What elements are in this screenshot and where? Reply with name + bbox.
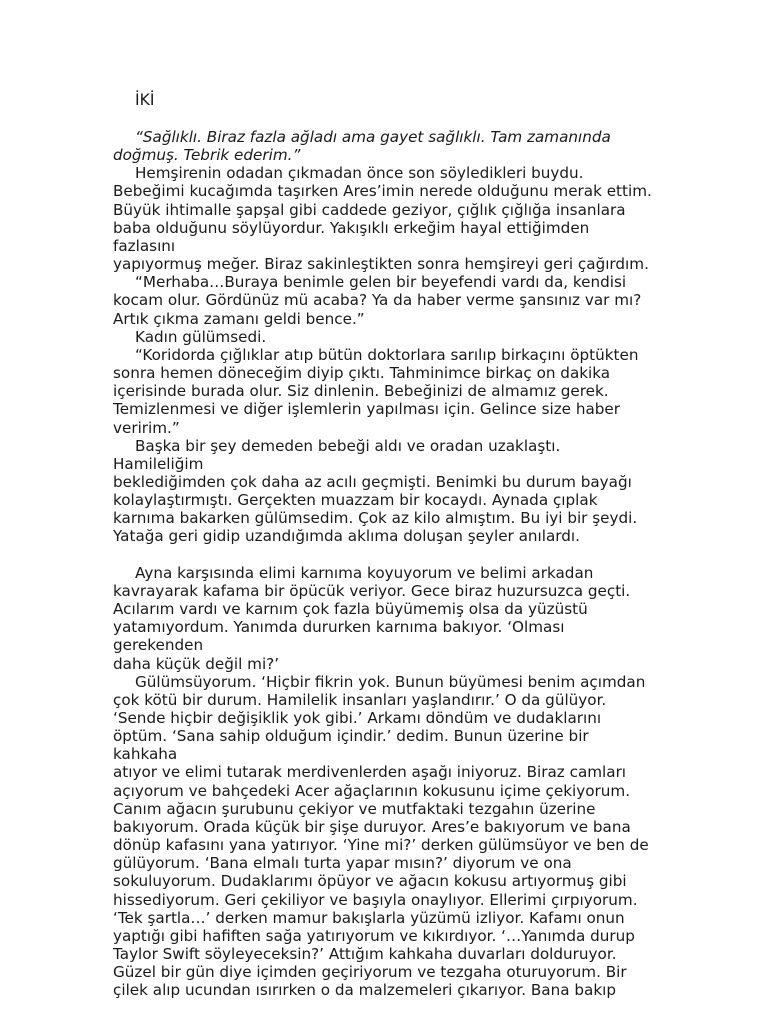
paragraph-3: “Merhaba…Buraya benimle gelen bir beyefendi vardı da, kendisi kocam olur. Gördünüz mü acaba? Ya da haber verme şansınız var mı? Artık çıkma zamanı geldi bence.”	[113, 273, 642, 328]
paragraph-6: Başka bir şey demeden bebeği aldı ve oradan uzaklaştı. Hamileliğim beklediğimden çok daha az acılı geçmişti. Benimki bu durum bayağı kolaylaştırmıştı. Gerçekten muazzam bir kocaydı. Aynada çıplak karnıma bakarken gülümsedim. Çok az kilo almıştım. Bu iyi bir şeydi. Yatağa geri gidip uzandığımda aklıma doluşan şeyler anılardı.	[113, 436, 638, 546]
body-text	[113, 128, 655, 999]
paragraph-1: “Sağlıklı. Biraz fazla ağladı ama gayet sağlıklı. Tam zamanında doğmuş. Tebrik ederim.”	[113, 128, 611, 165]
paragraph-8: Gülümsüyorum. ‘Hiçbir fikrin yok. Bunun büyümesi benim açımdan çok kötü bir durum. Hamilelik insanları yaşlandırır.’ O da gülüyor. ‘Sende hiçbir değişiklik yok gibi.’ Arkamı döndüm ve dudaklarını öptüm. ‘Sana sahip olduğum içindir.’ dedim. Bunun üzerine bir kahkaha atıyor ve elimi tutarak merdivenlerden aşağı iniyoruz. Biraz camları açıyorum ve bahçedeki Acer ağaçlarının kokusunu içime çekiyorum. Canım ağacın şurubunu çekiyor ve mutfaktaki tezgahın üzerine bakıyorum. Orada küçük bir şişe duruyor. Ares’e bakıyorum ve bana dönüp kafasını yana yatırıyor. ‘Yine mi?’ derken gülümsüyor ve ben de gülüyorum. ‘Bana elmalı turta yapar mısın?’ diyorum ve ona sokuluyorum. Dudaklarımı öpüyor ve ağacın kokusu artıyormuş gibi hissediyorum. Geri çekiliyor ve başıyla onaylıyor. Ellerimi çırpıyorum. ‘Tek şartla…’ derken mamur bakışlarla yüzümü izliyor. Kafamı onun yaptığı gibi hafiften sağa yatırıyorum ve kıkırdıyor. ‘…Yanımda durup Taylor Swift söyleyeceksin?’ Attığım kahkaha duvarları dolduruyor. Güzel bir gün diye içimden geçiriyorum ve tezgaha oturuyorum. Bir çilek alıp ucundan ısırırken o da malzemeleri çıkarıyor. Bana bakıp	[113, 672, 649, 1000]
paragraph-2: Hemşirenin odadan çıkmadan önce son söyledikleri buydu. Bebeğimi kucağımda taşırken Ares’imin nerede olduğunu merak ettim. Büyük ihtimalle şapşal gibi caddede geziyor, çığlık çığlığa insanlara baba olduğunu söylüyordur. Yakışıklı erkeğim hayal ettiğimden fazlasını yapıyormuş meğer. Biraz sakinleştikten sonra hemşireyi geri çağırdım.	[113, 164, 652, 274]
paragraph-4: Kadın gülümsedi.	[135, 327, 267, 346]
paragraph-spacer	[113, 546, 655, 564]
chapter-title: İKİ	[135, 91, 155, 109]
paragraph-5: “Koridorda çığlıklar atıp bütün doktorlara sarılıp birkaçını öptükten sonra hemen döneceğim diyip çıktı. Tahminimce birkaç on dakika içerisinde burada olur. Siz dinlenin. Bebeğinizi de almamız gerek. Temizlenmesi ve diğer işlemlerin yapılması için. Gelince size haber veririm.”	[113, 345, 639, 437]
paragraph-7: Ayna karşısında elimi karnıma koyuyorum ve belimi arkadan kavrayarak kafama bir öpücük veriyor. Gece biraz huzursuzca geçti. Acılarım vardı ve karnım çok fazla büyümemiş olsa da yüzüstü yatamıyordum. Yanımda dururken karnıma bakıyor. ‘Olması gerekenden daha küçük değil mi?’	[113, 563, 631, 673]
